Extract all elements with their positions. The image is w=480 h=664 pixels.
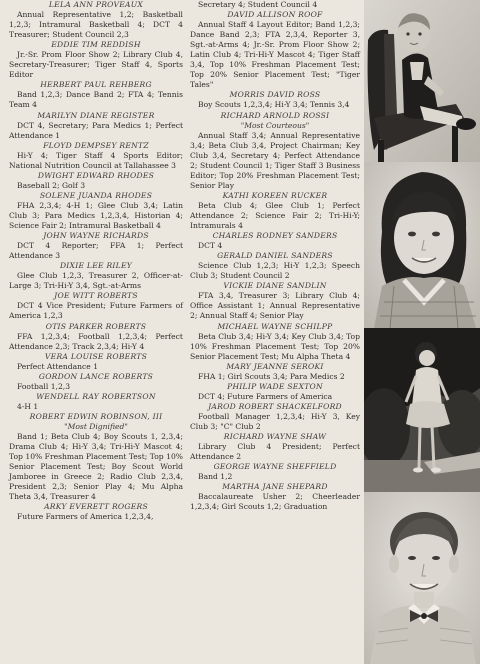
student-name: GORDON LANCE ROBERTS bbox=[38, 371, 154, 381]
student-activities: Annual Staff 3,4; Annual Representative 3,4; Beta Club 3,4, Project Chairman; Key Club 3,4, Secretary 4; Perfect Attendance 2; Student Council 1; Tiger Staff 3 Business Editor; Top 20% Freshman Placement Test; Senior Play bbox=[190, 130, 360, 190]
student-entry bbox=[190, 191, 360, 231]
student-entry bbox=[9, 412, 183, 502]
student-activities: FFA 1,2,3,4; Football 1,2,3,4; Perfect Attendance 2,3; Track 2,3,4; Hi-Y 4 bbox=[9, 331, 183, 351]
student-activities: Hi-Y 4; Tiger Staff 4 Sports Editor; National Nutrition Council at Tallahassee 3 bbox=[9, 150, 183, 170]
student-name: MORRIS DAVID ROSS bbox=[229, 90, 321, 100]
student-name: PHILIP WADE SEXTON bbox=[227, 381, 323, 391]
student-name: JOHN WAYNE RICHARDS bbox=[43, 231, 149, 241]
student-name: WENDELL RAY ROBERTSON bbox=[36, 391, 156, 401]
student-name: ARKY EVERETT ROGERS bbox=[44, 502, 148, 512]
photo-strip bbox=[364, 0, 480, 664]
student-activities: Baseball 2; Golf 3 bbox=[17, 180, 86, 190]
student-activities: Football 1,2,3 bbox=[17, 381, 71, 391]
student-activities: DCT 4 Vice President; Future Farmers of America 1,2,3 bbox=[9, 301, 183, 321]
student-name: FLOYD DEMPSEY RENTZ bbox=[43, 140, 149, 150]
student-entry bbox=[190, 362, 360, 382]
student-name: GERALD DANIEL SANDERS bbox=[217, 251, 333, 261]
student-activities: FHA 1; Girl Scouts 3,4; Para Medics 2 bbox=[198, 371, 345, 381]
student-name: OTIS PARKER ROBERTS bbox=[45, 321, 147, 331]
superlative-title: "Most Dignified" bbox=[64, 421, 128, 431]
student-entry bbox=[9, 171, 183, 191]
student-activities: Future Farmers of America 1,2,3,4, bbox=[17, 512, 154, 522]
toddler-in-chair-photo bbox=[364, 0, 480, 162]
student-entry bbox=[9, 40, 183, 80]
student-name: VICKIE DIANE SANDLIN bbox=[223, 281, 327, 291]
student-name: KATHI KOREEN RUCKER bbox=[222, 190, 328, 200]
student-activities: Baccalaureate Usher 2; Cheerleader 1,2,3,4; Girl Scouts 1,2; Graduation bbox=[190, 492, 360, 512]
student-activities: FTA 3,4, Treasurer 3; Library Club 4; Office Assistant 1; Annual Representative 2; Annual Staff 4; Senior Play bbox=[190, 291, 360, 321]
student-activities: Perfect Attendance 1 bbox=[17, 361, 99, 371]
student-name: MICHAEL WAYNE SCHILPP bbox=[217, 321, 333, 331]
student-name: VERA LOUISE ROBERTS bbox=[44, 351, 148, 361]
student-name: CHARLES RODNEY SANDERS bbox=[212, 231, 338, 241]
student-name: ROBERT EDWIN ROBINSON, III bbox=[29, 411, 163, 421]
student-name: DWIGHT EDWARD RHODES bbox=[37, 170, 155, 180]
student-activities: Beta Club 4; Glee Club 1; Perfect Attendance 2; Science Fair 2; Tri-Hi-Y; Intramurals 4 bbox=[190, 200, 360, 231]
girl-with-bangs-photo bbox=[364, 162, 480, 328]
student-entry bbox=[9, 502, 183, 522]
student-name: MARILYN DIANE REGISTER bbox=[37, 110, 155, 120]
student-entry bbox=[9, 291, 183, 321]
left-text-column bbox=[9, 0, 183, 522]
middle-text-column bbox=[190, 0, 360, 512]
student-activities: Football Manager 1,2,3,4; Hi-Y 3, Key Club 3; "C" Club 2 bbox=[190, 411, 360, 431]
student-entry bbox=[190, 462, 360, 482]
student-entry bbox=[9, 141, 183, 171]
student-name: HERBERT PAUL REHBERG bbox=[40, 80, 152, 90]
student-entry bbox=[190, 10, 360, 90]
student-entry bbox=[190, 231, 360, 251]
student-name: MARTHA JANE SHEPARD bbox=[222, 482, 328, 492]
student-name: GEORGE WAYNE SHEFFIELD bbox=[213, 462, 337, 472]
continued-text: Secretary 4; Student Council 4 bbox=[198, 0, 318, 9]
student-entry bbox=[9, 352, 183, 372]
student-entry bbox=[190, 432, 360, 462]
student-entry bbox=[9, 191, 183, 231]
student-entry bbox=[190, 382, 360, 402]
student-activities: Beta Club 3,4; Hi-Y 3,4; Key Club 3,4; Top 10% Freshman Placement Test; Top 20% Senior Placement Test; Mu Alpha Theta 4 bbox=[190, 331, 360, 361]
student-entry bbox=[9, 80, 183, 110]
student-entry bbox=[9, 111, 183, 141]
student-name: RICHARD ARNOLD ROSSI bbox=[220, 110, 330, 120]
student-name: LELA ANN PROVEAUX bbox=[48, 0, 144, 9]
student-name: JOE WITT ROBERTS bbox=[54, 291, 138, 301]
student-name: SOLENE JUANDA RHODES bbox=[39, 190, 153, 200]
student-name: JAROD ROBERT SHACKELFORD bbox=[208, 401, 342, 411]
student-activities: Annual Staff 4 Layout Editor; Band 1,2,3; Dance Band 2,3; FTA 2,3,4, Reporter 3, Sgt.-at-Arms 4; Jr.-Sr. Prom Floor Show 2; Latin Club 4; Tri-Hi-Y Mascot 4; Tiger Staff 3,4, Top 10% Freshman Placement Test; Top 20% Senior Placement Test; "Tiger Tales" bbox=[190, 20, 360, 90]
student-activities: DCT 4 Reporter; FFA 1; Perfect Attendance 3 bbox=[9, 241, 183, 261]
superlative-title: "Most Courteous" bbox=[240, 120, 310, 130]
student-entry bbox=[9, 392, 183, 412]
student-entry bbox=[190, 482, 360, 512]
student-activities: Jr.-Sr. Prom Floor Show 2; Library Club 4, Secretary-Treasurer; Tiger Staff 4, Sports Editor bbox=[9, 50, 183, 80]
student-name: EDDIE TIM REDDISH bbox=[51, 40, 141, 50]
student-entry bbox=[9, 322, 183, 352]
student-entry bbox=[9, 261, 183, 291]
student-name: RICHARD WAYNE SHAW bbox=[223, 432, 327, 442]
student-activities: DCT 4; Future Farmers of America bbox=[198, 391, 333, 401]
student-activities: Annual Representative 1,2; Basketball 1,2,3; Intramural Basketball 4; DCT 4 Treasurer; Student Council 2,3 bbox=[9, 10, 183, 40]
student-entry bbox=[190, 322, 360, 362]
student-name: MARY JEANNE SEROKI bbox=[226, 361, 324, 371]
student-entry bbox=[9, 231, 183, 261]
student-entry bbox=[190, 251, 360, 281]
student-activities: DCT 4 bbox=[198, 241, 223, 251]
student-entry bbox=[190, 90, 360, 110]
student-name: DAVID ALLISON ROOF bbox=[227, 10, 323, 20]
student-activities: Glee Club 1,2,3, Treasurer 2, Officer-at-Large 3; Tri-Hi-Y 3,4, Sgt.-at-Arms bbox=[9, 271, 183, 291]
student-name: DIXIE LEE RILEY bbox=[59, 261, 133, 271]
student-activities: 4-H 1 bbox=[17, 401, 39, 411]
student-activities: Library Club 4 President; Perfect Attendance 2 bbox=[190, 442, 360, 462]
student-entry bbox=[190, 111, 360, 191]
girl-standing-outdoors-photo bbox=[364, 328, 480, 492]
student-activities: Band 1; Beta Club 4; Boy Scouts 1, 2,3,4; Drama Club 4; Hi-Y 3,4; Tri-Hi-Y Mascot 4; Top 10% Freshman Placement Test; Top 10% Senior Placement Test; Boy Scout World Jamboree in Greece 2; Radio Club 2,3,4, President 2,3; Senior Play 4; Mu Alpha Theta 3,4, Treasurer 4 bbox=[9, 432, 183, 502]
student-entry bbox=[9, 0, 183, 40]
boy-with-bowtie-photo bbox=[364, 492, 480, 664]
student-activities: Science Club 1,2,3; Hi-Y 1,2,3; Speech Club 3; Student Council 2 bbox=[190, 261, 360, 281]
student-activities: FHA 2,3,4; 4-H 1; Glee Club 3,4; Latin Club 3; Para Medics 1,2,3,4, Historian 4; Science Fair 2; Intramural Basketball 4 bbox=[9, 200, 183, 231]
student-activities: Band 1,2,3; Dance Band 2; FTA 4; Tennis Team 4 bbox=[9, 90, 183, 110]
student-activities: DCT 4, Secretary; Para Medics 1; Perfect Attendance 1 bbox=[9, 120, 183, 140]
student-entry bbox=[190, 281, 360, 321]
student-entry bbox=[9, 372, 183, 392]
student-activities: Boy Scouts 1,2,3,4; Hi-Y 3,4; Tennis 3,4 bbox=[198, 100, 350, 110]
student-entry bbox=[190, 402, 360, 432]
student-activities: Band 1,2 bbox=[198, 472, 233, 482]
